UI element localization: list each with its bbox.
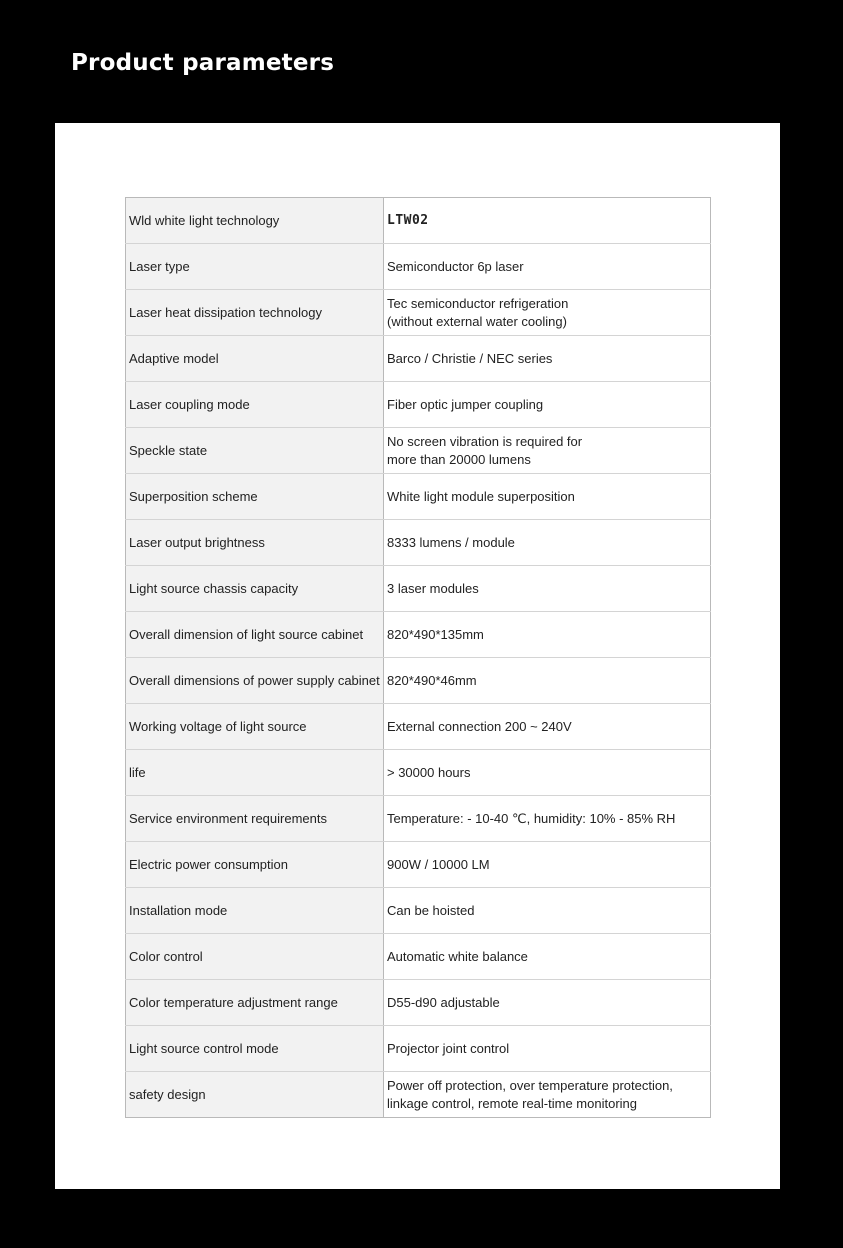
spec-label: Overall dimensions of power supply cabinet xyxy=(126,658,384,704)
spec-label: Laser coupling mode xyxy=(126,382,384,428)
table-row xyxy=(126,566,711,612)
table-row xyxy=(126,842,711,888)
spec-label: Working voltage of light source xyxy=(126,704,384,750)
spec-value: D55-d90 adjustable xyxy=(384,980,711,1026)
spec-value: Semiconductor 6p laser xyxy=(384,244,711,290)
table-row xyxy=(126,750,711,796)
spec-value: Automatic white balance xyxy=(384,934,711,980)
table-row xyxy=(126,888,711,934)
spec-value: No screen vibration is required for more than 20000 lumens xyxy=(384,428,711,474)
spec-value: 8333 lumens / module xyxy=(384,520,711,566)
spec-label: life xyxy=(126,750,384,796)
table-row xyxy=(126,336,711,382)
spec-label: Service environment requirements xyxy=(126,796,384,842)
spec-value: 900W / 10000 LM xyxy=(384,842,711,888)
table-row xyxy=(126,428,711,474)
spec-table xyxy=(125,197,711,1118)
table-row xyxy=(126,198,711,244)
spec-sheet xyxy=(55,123,780,1189)
table-row xyxy=(126,980,711,1026)
table-row xyxy=(126,1026,711,1072)
table-row xyxy=(126,474,711,520)
spec-label: Laser output brightness xyxy=(126,520,384,566)
spec-label: Laser heat dissipation technology xyxy=(126,290,384,336)
spec-value: Temperature: - 10-40 ℃, humidity: 10% - 85% RH xyxy=(384,796,711,842)
table-row xyxy=(126,290,711,336)
table-row xyxy=(126,934,711,980)
table-row xyxy=(126,658,711,704)
spec-label: Overall dimension of light source cabinet xyxy=(126,612,384,658)
table-row xyxy=(126,704,711,750)
spec-label: Color control xyxy=(126,934,384,980)
spec-label: Light source control mode xyxy=(126,1026,384,1072)
spec-value: Fiber optic jumper coupling xyxy=(384,382,711,428)
spec-value: White light module superposition xyxy=(384,474,711,520)
spec-label: Speckle state xyxy=(126,428,384,474)
spec-value: LTW02 xyxy=(384,198,711,244)
table-row xyxy=(126,244,711,290)
spec-label: Electric power consumption xyxy=(126,842,384,888)
spec-label: Laser type xyxy=(126,244,384,290)
table-row xyxy=(126,1072,711,1118)
spec-label: Light source chassis capacity xyxy=(126,566,384,612)
table-row xyxy=(126,796,711,842)
spec-label: Installation mode xyxy=(126,888,384,934)
spec-value: 3 laser modules xyxy=(384,566,711,612)
spec-value: External connection 200 ~ 240V xyxy=(384,704,711,750)
spec-value: Barco / Christie / NEC series xyxy=(384,336,711,382)
spec-label: safety design xyxy=(126,1072,384,1118)
spec-label: Wld white light technology xyxy=(126,198,384,244)
table-row xyxy=(126,382,711,428)
table-row xyxy=(126,612,711,658)
spec-label: Color temperature adjustment range xyxy=(126,980,384,1026)
spec-label: Adaptive model xyxy=(126,336,384,382)
spec-value: Tec semiconductor refrigeration (without external water cooling) xyxy=(384,290,711,336)
table-row xyxy=(126,520,711,566)
spec-value: Can be hoisted xyxy=(384,888,711,934)
spec-value: 820*490*46mm xyxy=(384,658,711,704)
spec-value: Power off protection, over temperature protection, linkage control, remote real-time monitoring xyxy=(384,1072,711,1118)
page-title: Product parameters xyxy=(71,50,335,76)
spec-value: 820*490*135mm xyxy=(384,612,711,658)
spec-value: > 30000 hours xyxy=(384,750,711,796)
spec-value: Projector joint control xyxy=(384,1026,711,1072)
spec-label: Superposition scheme xyxy=(126,474,384,520)
